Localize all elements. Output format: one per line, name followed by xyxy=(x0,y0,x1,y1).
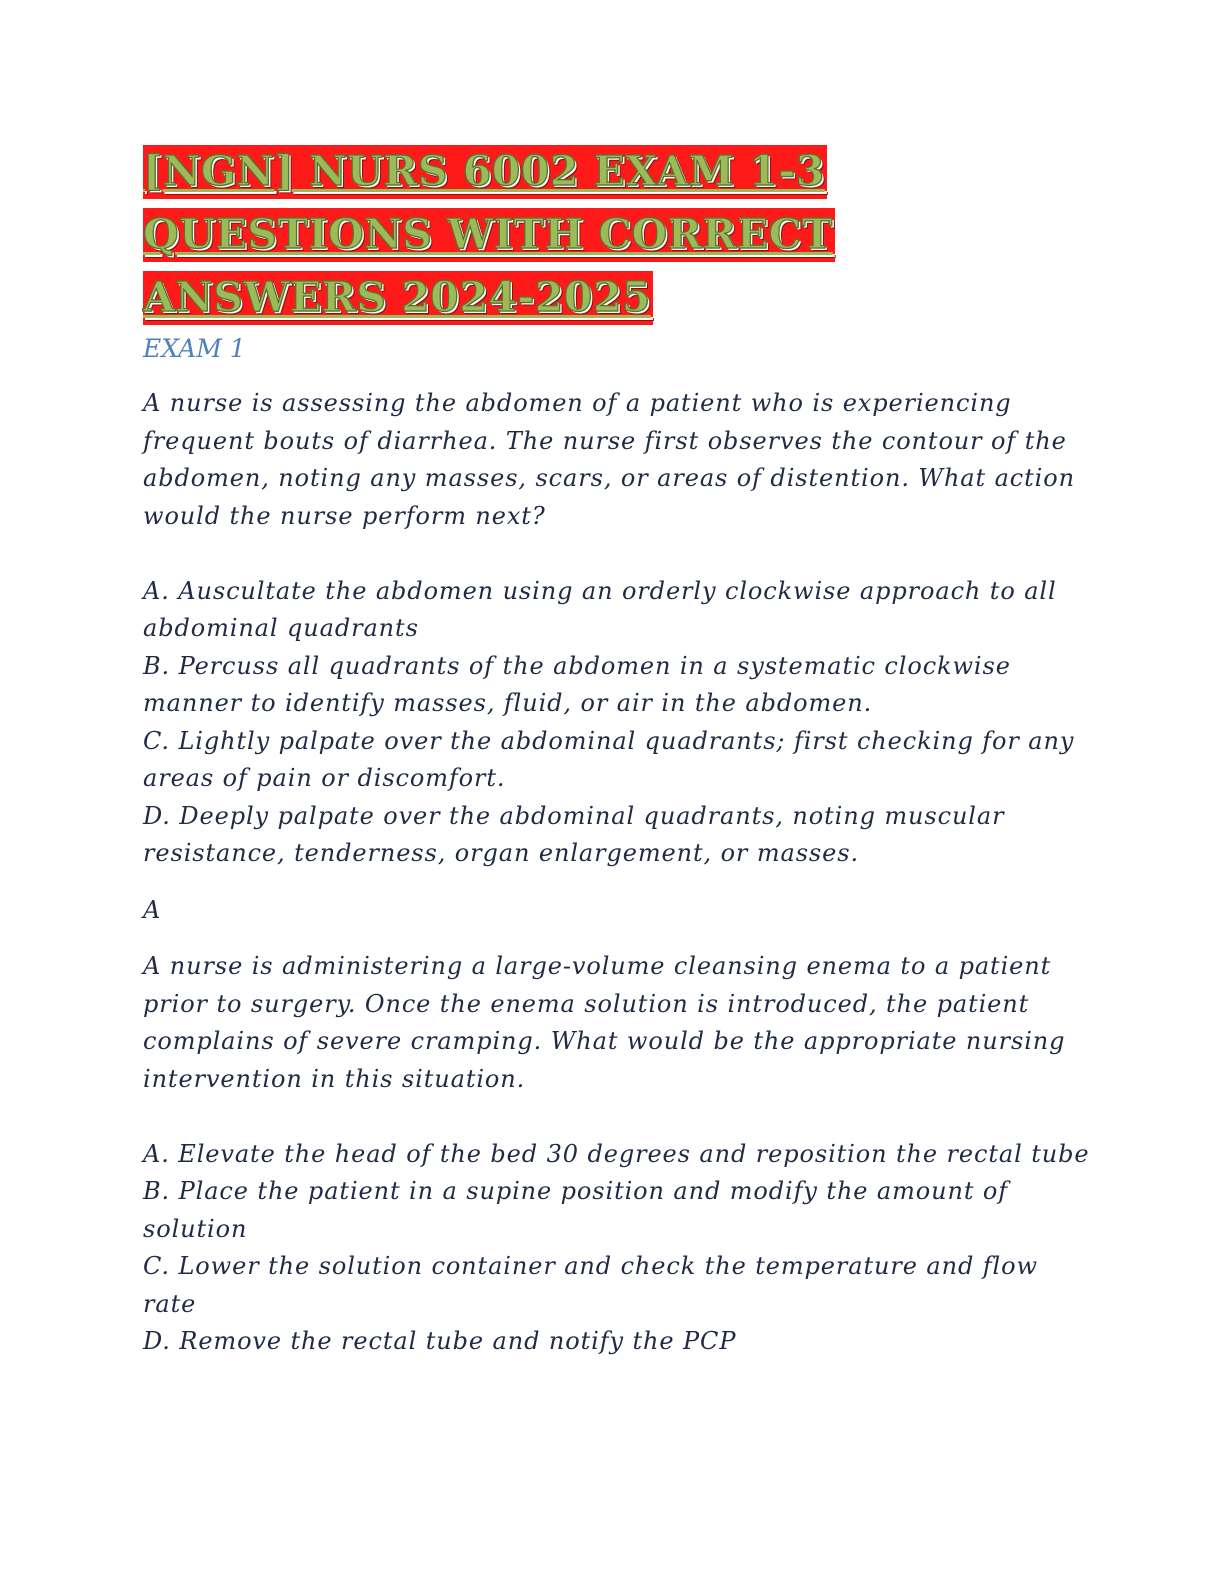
title-line-2: QUESTIONS WITH CORRECT xyxy=(143,208,835,262)
option-a: A. Auscultate the abdomen using an orderly clockwise approach to all xyxy=(143,576,1057,605)
question-1-stem: A nurse is assessing the abdomen of a patient who is experiencing frequent bouts of diarrhea. The nurse first observes the contour of the abdomen, noting any masses, scars, or areas of distention. What action would the nurse perform next? xyxy=(143,389,1075,530)
option-d: D. Deeply palpate over the abdominal quadrants, noting muscular xyxy=(143,801,1005,830)
option-c: C. Lower the solution container and check the temperature and flow xyxy=(143,1252,1038,1280)
document-title xyxy=(143,140,1083,329)
question-2 xyxy=(143,948,1090,1361)
option-d: D. Remove the rectal tube and notify the PCP xyxy=(143,1327,737,1355)
option-a: A. Elevate the head of the bed 30 degrees and reposition the rectal tube xyxy=(143,1139,1090,1168)
option-c: C. Lightly palpate over the abdominal quadrants; first checking for any xyxy=(143,726,1075,755)
question-2-stem: A nurse is administering a large-volume cleansing enema to a patient prior to surgery. Once the enema solution is introduced, the patient complains of severe cramping. What would be the appropriate nursing intervention in this situation. xyxy=(143,952,1066,1093)
document-content xyxy=(143,140,1090,1361)
question-1-options: A. Auscultate the abdomen using an orderly clockwise approach to all abdominal quadrants B. Percuss all quadrants of the abdomen in a systematic clockwise manner to identify masses, fluid, or air in the abdomen. C. Lightly palpate over the abdominal quadrants; first checking for any areas of pain or discomfort. D. Deeply palpate over the abdominal quadrants, noting muscular resistance, tenderness, organ enlargement, or masses. xyxy=(143,573,1083,873)
option-b: B. Place the patient in a supine position and modify the amount of xyxy=(143,1177,1009,1205)
question-2-options: A. Elevate the head of the bed 30 degrees and reposition the rectal tube B. Place the patient in a supine position and modify the amount of solution C. Lower the solution container and check the temperature and flow rate D. Remove the rectal tube and notify the PCP xyxy=(143,1136,1083,1361)
exam-heading: EXAM 1 xyxy=(143,334,246,363)
option-b: B. Percuss all quadrants of the abdomen in a systematic clockwise xyxy=(143,651,1011,680)
title-line-3: ANSWERS 2024-2025 xyxy=(143,271,653,325)
title-line-1: [NGN] NURS 6002 EXAM 1-3 xyxy=(143,145,827,199)
question-1 xyxy=(143,385,1083,929)
question-1-answer: A xyxy=(143,895,162,924)
